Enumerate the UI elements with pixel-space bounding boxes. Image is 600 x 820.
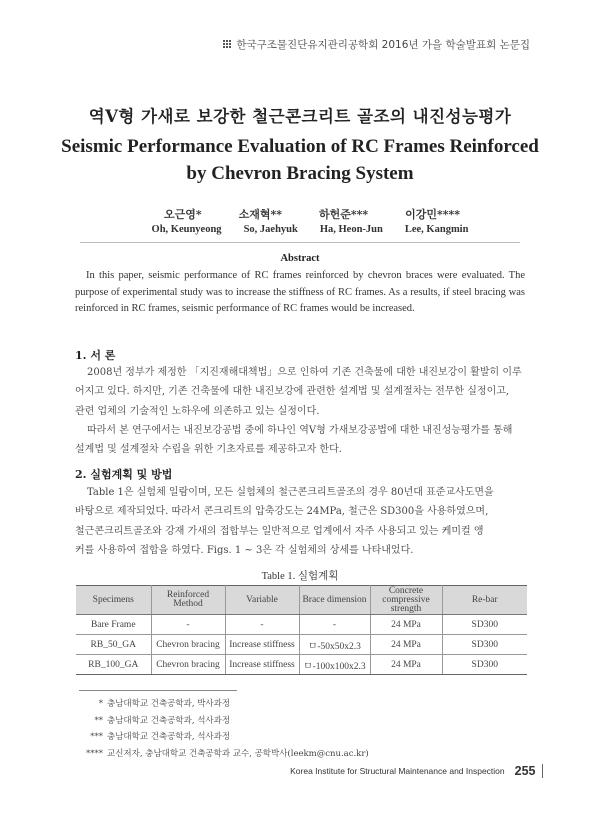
footnote	[79, 696, 369, 713]
table-cell: SD300	[442, 615, 527, 635]
author-name-ko: 오근영*	[163, 208, 202, 221]
page-number: 255	[514, 764, 536, 778]
table-row	[76, 615, 527, 635]
author-name-en: Oh, Keunyeong	[151, 224, 222, 235]
table-cell: RB_100_GA	[76, 655, 151, 675]
table-row	[76, 635, 527, 655]
title-english	[0, 133, 600, 187]
footnote-mark: ****	[86, 748, 103, 759]
footnote-mark: *	[98, 699, 103, 709]
footer-bar	[542, 764, 544, 778]
introduction-paragraph	[75, 363, 525, 459]
table-cell: RB_50_GA	[76, 635, 151, 655]
footnote-text: 충남대학교 건축공학과, 석사과정	[107, 715, 231, 726]
footnote-text: 충남대학교 건축공학과, 박사과정	[107, 699, 231, 709]
table-header-cell: Variable	[225, 586, 299, 615]
running-header	[223, 37, 530, 52]
table-cell: 24 MPa	[370, 635, 442, 655]
footnote-divider	[79, 690, 237, 691]
table-cell: Chevron bracing	[151, 635, 225, 655]
footnote	[79, 746, 369, 763]
title-english-line-2: by Chevron Bracing System	[186, 163, 414, 184]
footnote-mark: **	[94, 715, 103, 726]
table-cell: Chevron bracing	[151, 655, 225, 675]
text-line: 관련 업체의 기술적인 노하우에 의존하고 있는 실정이다.	[75, 405, 320, 417]
table-header-cell: Re-bar	[442, 586, 527, 615]
abstract-text: In this paper, seismic performance of RC frames reinforced by chevron braces were evaluated. The purpose of experimental study was to increase the stiffness of RC frames. As a results, if steel bracing was reinforced in RC frames, seismic performance of RC frames would be increased.	[75, 270, 525, 314]
table-cell: ㅁ-100x100x2.3	[299, 655, 370, 675]
text-line: 설계법 및 설계절차 수립을 위한 기초자료를 제공하고자 한다.	[75, 444, 342, 456]
author-name-ko: 하헌준***	[319, 208, 369, 221]
table-cell: SD300	[442, 655, 527, 675]
table-cell: Increase stiffness	[225, 635, 299, 655]
footer-organization: Korea Institute for Structural Maintenance and Inspection	[290, 766, 505, 776]
footnote	[79, 729, 369, 746]
footnote	[79, 713, 369, 730]
table-caption: Table 1. 실험계획	[261, 571, 339, 582]
table-header-cell: Brace dimension	[299, 586, 370, 615]
text-line: 따라서 본 연구에서는 내진보강공법 중에 하나인 역V형 가새보강공법에 대한 내진성능평가를 통해	[87, 424, 513, 436]
table-cell: -	[225, 615, 299, 635]
grid-dots-icon	[223, 40, 232, 49]
authors-english	[0, 224, 600, 235]
section-heading-introduction: 1. 서 론	[75, 349, 116, 362]
footnotes	[79, 696, 369, 762]
authors-divider	[80, 242, 520, 243]
table-cell: -	[299, 615, 370, 635]
abstract-heading: Abstract	[280, 253, 320, 264]
table-header-cell: Concrete compressive strength	[370, 586, 442, 615]
table-cell: -	[151, 615, 225, 635]
footnote-text: 충남대학교 건축공학과, 석사과정	[107, 732, 231, 742]
table-header-cell: Reinforced Method	[151, 586, 225, 615]
table-cell: 24 MPa	[370, 615, 442, 635]
table-row	[76, 655, 527, 675]
authors-korean	[0, 206, 600, 222]
text-line: Table 1은 실험체 일람이며, 모든 실험체의 철근콘크리트골조의 경우 80년대 표준교사도면을	[87, 487, 494, 498]
author-name-en: So, Jaehyuk	[243, 224, 298, 235]
table-header-row	[76, 586, 527, 615]
text-line: 철근콘크리트골조와 강재 가새의 접합부는 일반적으로 업계에서 자주 사용되고 있는 케미컬 앵	[75, 525, 484, 537]
table-cell: 24 MPa	[370, 655, 442, 675]
table-cell: SD300	[442, 635, 527, 655]
title-english-line-1: Seismic Performance Evaluation of RC Frames Reinforced	[61, 136, 539, 157]
method-paragraph	[75, 483, 525, 560]
text-line: 커를 사용하여 접합을 하였다. Figs. 1 ~ 3은 각 실험체의 상세를 나타내었다.	[75, 544, 414, 556]
author-name-en: Ha, Heon-Jun	[319, 224, 383, 235]
section-heading-method: 2. 실험계획 및 방법	[75, 468, 173, 481]
footnote-text: 교신저자, 충남대학교 건축공학과 교수, 공학박사(leekm@cnu.ac.kr)	[107, 748, 369, 759]
table-header-cell: Specimens	[76, 586, 151, 615]
table-cell: Bare Frame	[76, 615, 151, 635]
author-name-ko: 이강민****	[405, 208, 461, 221]
text-line: 어지고 있다. 하지만, 기존 건축물에 대한 내진보강에 관련한 설계법 및 설계절차는 전무한 실정이고,	[75, 386, 510, 398]
experiment-table	[76, 585, 527, 675]
text-line: 2008년 정부가 제정한 「지진재해대책법」으로 인하여 기존 건축물에 대한 내진보강이 활발히 이루	[87, 367, 522, 378]
author-name-ko: 소재혁**	[238, 208, 282, 221]
title-korean: 역V형 가새로 보강한 철근콘크리트 골조의 내진성능평가	[88, 107, 512, 126]
page-footer	[290, 764, 543, 778]
author-name-en: Lee, Kangmin	[404, 224, 469, 235]
running-header-text: 한국구조물진단유지관리공학회 2016년 가을 학술발표회 논문집	[236, 39, 530, 51]
text-line: 바탕으로 제작되었다. 따라서 콘크리트의 압축강도는 24MPa, 철근은 SD300을 사용하였으며,	[75, 506, 489, 518]
footnote-mark: ***	[90, 732, 103, 742]
table-cell: Increase stiffness	[225, 655, 299, 675]
table-cell: ㅁ-50x50x2.3	[299, 635, 370, 655]
